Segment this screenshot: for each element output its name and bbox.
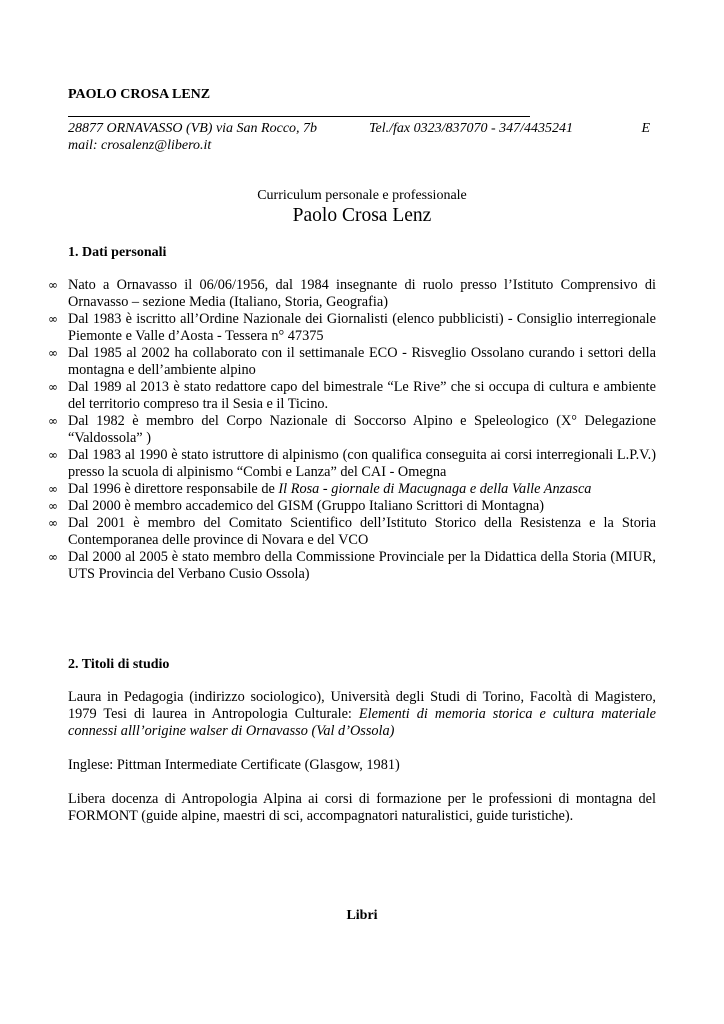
phone-fax: Tel./fax 0323/837070 - 347/4435241 xyxy=(369,121,574,136)
infinity-bullet-icon: ∞ xyxy=(48,380,58,394)
list-item: ∞ Dal 1985 al 2002 ha collaborato con il settimanale ECO - Risveglio Ossolano curando i settori della montagna e dell’ambiente alpino xyxy=(48,345,656,378)
email-prefix: E xyxy=(641,121,650,136)
author-name-header: PAOLO CROSA LENZ xyxy=(68,87,211,102)
degree-paragraph: Laura in Pedagogia (indirizzo sociologico), Università degli Studi di Torino, Facoltà di Magistero, 1979 Tesi di laurea in Antropologia Culturale: Elementi di memoria storica e cultura materiale connessi alll’origine walser di Ornavasso (Val d’Ossola) xyxy=(68,689,656,739)
teaching-paragraph: Libera docenza di Antropologia Alpina ai corsi di formazione per le professioni di montagna del FORMONT (guide alpine, maestri di sci, accompagnatori naturalistici, guide turistiche). xyxy=(68,791,656,824)
infinity-bullet-icon: ∞ xyxy=(48,312,58,326)
list-item: ∞ Dal 2000 è membro accademico del GISM (Gruppo Italiano Scrittori di Montagna) xyxy=(48,498,545,514)
list-item: ∞ Dal 1989 al 2013 è stato redattore capo del bimestrale “Le Rive” che si occupa di cultura e ambiente del territorio compreso tra il Sesia e il Ticino. xyxy=(48,379,656,412)
infinity-bullet-icon: ∞ xyxy=(48,346,58,360)
thesis-title: Elementi di memoria storica e cultura materiale connessi alll’origine walser di Ornavasso (Val d’Ossola) xyxy=(68,706,656,739)
infinity-bullet-icon: ∞ xyxy=(48,278,58,292)
infinity-bullet-icon: ∞ xyxy=(48,414,58,428)
header-divider xyxy=(68,116,530,117)
list-item: ∞ Dal 1983 al 1990 è stato istruttore di alpinismo (con qualifica conseguita ai corsi interregionali L.P.V.) presso la scuola di alpinismo “Combi e Lanza” del CAI - Omegna xyxy=(48,447,656,480)
section-heading-education: 2. Titoli di studio xyxy=(68,657,170,672)
postal-address: 28877 ORNAVASSO (VB) via San Rocco, 7b xyxy=(68,121,318,136)
cv-title: Paolo Crosa Lenz xyxy=(292,205,432,226)
infinity-bullet-icon: ∞ xyxy=(48,499,58,513)
infinity-bullet-icon: ∞ xyxy=(48,448,58,462)
journal-title: Il Rosa - giornale di Macugnaga e della Valle Anzasca xyxy=(278,481,592,497)
section-heading-personal: 1. Dati personali xyxy=(68,245,167,260)
infinity-bullet-icon: ∞ xyxy=(48,516,58,530)
infinity-bullet-icon: ∞ xyxy=(48,550,58,564)
list-item: ∞ Dal 2000 al 2005 è stato membro della Commissione Provinciale per la Didattica della Storia (MIUR, UTS Provincia del Verbano Cusio Ossola) xyxy=(48,549,656,582)
english-certificate: Inglese: Pittman Intermediate Certificate (Glasgow, 1981) xyxy=(68,757,400,773)
personal-data-list xyxy=(48,277,656,583)
list-item: ∞ Dal 1983 è iscritto all’Ordine Nazionale dei Giornalisti (elenco pubblicisti) - Consiglio interregionale Piemonte e Valle d’Aosta - Tessera n° 47375 xyxy=(48,311,656,344)
list-item: ∞ Dal 2001 è membro del Comitato Scientifico dell’Istituto Storico della Resistenza e la Storia Contemporanea delle province di Novara e del VCO xyxy=(48,515,656,548)
section-heading-books: Libri xyxy=(346,908,378,923)
list-item: ∞ Dal 1982 è membro del Corpo Nazionale di Soccorso Alpino e Speleologico (X° Delegazione “Valdossola” ) xyxy=(48,413,656,446)
cv-subtitle: Curriculum personale e professionale xyxy=(257,188,467,203)
email-address: mail: crosalenz@libero.it xyxy=(68,138,212,153)
list-item: ∞ Dal 1996 è direttore responsabile de Il Rosa - giornale di Macugnaga e della Valle Anzasca xyxy=(48,481,592,497)
infinity-bullet-icon: ∞ xyxy=(48,482,58,496)
list-item: ∞ Nato a Ornavasso il 06/06/1956, dal 1984 insegnante di ruolo presso l’Istituto Comprensivo di Ornavasso – sezione Media (Italiano, Storia, Geografia) xyxy=(48,277,656,310)
